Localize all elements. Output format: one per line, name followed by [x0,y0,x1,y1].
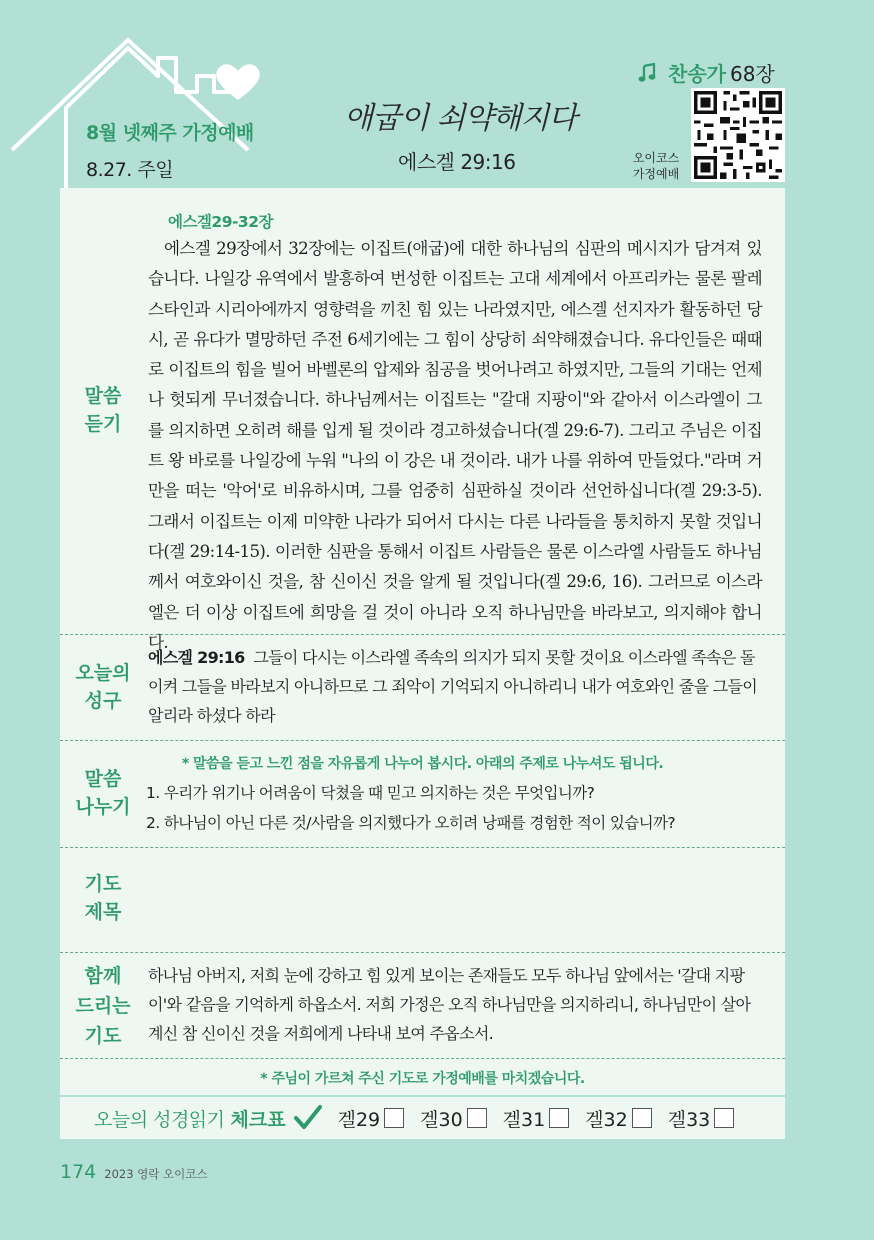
hymn-number: 68장 [729,62,775,86]
checklist-item [420,1105,487,1132]
checklist-item-label: 겔30 [420,1108,463,1131]
music-note-icon [638,63,656,83]
section-label [60,382,146,438]
section-label [60,961,146,1051]
sermon-text [148,234,762,658]
section-label-line: 말씀 [84,385,122,407]
qr-code[interactable] [691,88,785,182]
sermon-subtitle: 에스겔29-32장 [168,213,273,231]
sharing-question: 1. 우리가 위기나 어려움이 닥쳤을 때 믿고 의지하는 것은 무엇입니까? [146,784,595,802]
section-label-line: 함께 [84,965,122,987]
sharing-section [60,741,785,848]
sharing-question: 2. 하나님이 아닌 다른 것/사람을 의지했다가 오히려 낭패를 경험한 적이 있습니까? [146,814,676,832]
qr-caption-line: 오이코스 [632,151,680,165]
verse-ref: 에스겔 29:16 [148,648,245,667]
verse-text [148,643,762,730]
checkmark-icon [294,1105,322,1131]
checklist-item-label: 겔29 [337,1108,381,1131]
checkbox[interactable] [467,1108,487,1128]
section-label-line: 나누기 [75,796,131,818]
hymn-info [638,58,775,87]
publication-title: 2023 영락 오이코스 [104,1167,208,1181]
reading-checklist [60,1096,785,1139]
section-label-line: 말씀 [84,768,122,790]
qr-caption [624,150,688,182]
checklist-item-label: 겔33 [667,1108,711,1131]
checklist-label: 오늘의 성경읽기 [94,1108,225,1131]
checkbox[interactable] [384,1108,404,1128]
page-footer [60,1161,208,1183]
qr-caption-line: 가정예배 [632,167,680,181]
week-label: 8월 넷째주 가정예배 [86,122,254,144]
page-number: 174 [60,1161,97,1183]
prayer-section [60,953,785,1059]
section-label [60,765,146,821]
section-label-line: 기도 [84,1025,122,1047]
hymn-label: 찬송가 [668,62,726,86]
section-label-line: 듣기 [84,413,122,435]
prayer-topic-section [60,848,785,953]
checklist-item-label: 겔32 [585,1108,628,1131]
section-label-line: 제목 [84,901,122,923]
verse-body: 그들이 다시는 이스라엘 족속의 의지가 되지 못할 것이요 이스라엘 족속은 돌이켜 그들을 바라보지 아니하므로 그 죄악이 기억되지 아니하리니 내가 여호와인 줄을 그들이 알리라 하셨다 하라 [148,648,757,725]
checkbox[interactable] [632,1108,652,1128]
sermon-body: 에스겔 29장에서 32장에는 이집트(애굽)에 대한 하나님의 심판의 메시지가 담겨져 있습니다. 나일강 유역에서 발흥하여 번성한 이집트는 고대 세계에서 아프리카는 물론 팔레스타인과 시리아에까지 영향력을 끼친 힘 있는 나라였지만, 에스겔 선지자가 활동하던 당시, 곧 유다가 멸망하던 주전 6세기에는 그 힘이 상당히 쇠약해졌습니다. 유다인들은 때때로 이집트의 힘을 빌어 바벨론의 압제와 침공을 벗어나려고 하였지만, 그들의 기대는 언제나 헛되게 무너졌습니다. 하나님께서는 이집트는 "갈대 지팡이"와 같아서 이스라엘이 그를 의지하면 오히려 해를 입게 될 것이라 경고하셨습니다(겔 29:6-7). 그리고 주님은 이집트 왕 바로를 나일강에 누워 "나의 이 강은 내 것이라. 내가 나를 위하여 만들었다."라며 거만을 떠는 '악어'로 비유하시며, 그를 엄중히 심판하실 것이라 선언하십니다(겔 29:3-5). 그래서 이집트는 이제 미약한 나라가 되어서 다시는 다른 나라들을 통치하지 못할 것입니다(겔 29:14-15). 이러한 심판을 통해서 이집트 사람들은 물론 이스라엘 사람들도 하나님께서 여호와이신 것을, 참 신이신 것을 알게 될 것입니다(겔 29:6, 16). 그러므로 이스라엘은 더 이상 이집트에 희망을 걸 것이 아니라 오직 하나님만을 바라보고, 의지해야 합니다. [148,239,762,652]
checkbox[interactable] [714,1108,734,1128]
closing-note: * 주님이 가르쳐 주신 기도로 가정예배를 마치겠습니다. [260,1071,585,1087]
checklist-item [338,1105,405,1132]
section-label [60,870,146,926]
page-title: 애굽이 쇠약해지다 [344,101,577,136]
section-label-line: 드리는 [75,995,131,1017]
section-label-line: 성구 [84,690,122,712]
prayer-text: 하나님 아버지, 저희 눈에 강하고 힘 있게 보이는 존재들도 모두 하나님 앞에서는 '갈대 지팡이'와 같음을 기억하게 하옵소서. 저희 가정은 오직 하나님만을 의지하리니, 하나님만이 살아계신 참 신이신 것을 저희에게 나타내 보여 주옵소서. [148,966,751,1043]
checklist-item [585,1105,652,1132]
section-label-line: 오늘의 [75,662,131,684]
checklist-title: 체크표 [230,1108,286,1131]
service-date: 8.27. 주일 [86,159,174,181]
worship-panel [60,188,785,1095]
checklist-item-label: 겔31 [502,1108,546,1131]
sharing-note: * 말씀을 듣고 느낀 점을 자유롭게 나누어 봅시다. 아래의 주제로 나누셔도 됩니다. [181,756,664,772]
checklist-item [668,1105,735,1132]
checklist-item [503,1105,570,1132]
scripture-reference: 에스겔 29:16 [398,150,516,174]
heart-icon [216,64,260,100]
closing-section [60,1059,785,1095]
verse-section [60,635,785,741]
section-label-line: 기도 [84,873,122,895]
section-label [60,659,146,715]
sermon-section [60,188,785,652]
checkbox[interactable] [549,1108,569,1128]
